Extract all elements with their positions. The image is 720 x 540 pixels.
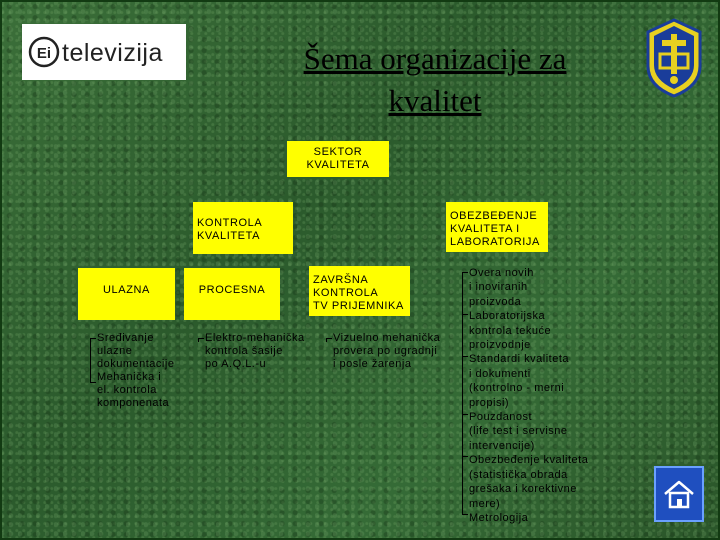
procesna-item: Elektro-mehanička xyxy=(205,332,305,344)
kontrola-line-2: KVALITETA xyxy=(197,230,261,242)
obezbedjenje-item: (kontrolno - merni xyxy=(469,382,565,395)
kontrola-kvaliteta-box xyxy=(193,202,293,254)
svg-text:Ei: Ei xyxy=(36,45,52,62)
obezbedjenje-tick xyxy=(462,314,468,315)
ulazna-box xyxy=(78,268,175,320)
obezbedjenje-item: Standardi kvaliteta xyxy=(469,353,569,366)
kontrola-line-1: KONTROLA xyxy=(197,217,263,229)
home-icon xyxy=(662,477,696,511)
zavrsna-tick xyxy=(326,338,332,339)
obezbedjenje-tick xyxy=(462,456,468,457)
procesna-tick xyxy=(198,338,204,339)
ulazna-bracket xyxy=(90,338,91,382)
zavrsna-kontrola-box xyxy=(309,266,410,316)
title-line-2: kvalitet xyxy=(388,83,482,118)
zavrsna-item: i posle žarenja xyxy=(333,358,412,370)
obezbedjenje-item: grešaka i korektivne xyxy=(469,483,577,496)
obezbedjenje-line-3: LABORATORIJA xyxy=(450,235,540,248)
obezbedjenje-tick xyxy=(462,272,468,273)
obezbedjenje-tick xyxy=(462,356,468,357)
zavrsna-item: Vizuelno mehanička xyxy=(333,332,441,344)
zavrsna-line-2: KONTROLA xyxy=(313,286,379,299)
obezbedjenje-item: (life test i servisne xyxy=(469,425,568,438)
title-line-1: Šema organizacije za xyxy=(303,41,567,76)
obezbedjenje-kvaliteta-box xyxy=(446,202,548,252)
sektor-kvaliteta-box xyxy=(287,141,389,177)
ei-logo-icon xyxy=(28,30,186,74)
obezbedjenje-line-2: KVALITETA I xyxy=(450,222,520,235)
obezbedjenje-item: (statistička obrada xyxy=(469,468,568,481)
zavrsna-items xyxy=(333,332,440,371)
obezbedjenje-item: i dokumenti xyxy=(469,367,531,380)
obezbedjenje-item: Overa novih xyxy=(469,267,534,279)
ulazna-label: ULAZNA xyxy=(103,284,150,296)
ulazna-item: komponenata xyxy=(97,397,170,409)
ulazna-item: ulazne xyxy=(97,345,133,357)
sektor-line-1: SEKTOR xyxy=(313,146,363,158)
obezbedjenje-bracket xyxy=(462,272,463,514)
obezbedjenje-item: Pouzdanost xyxy=(469,411,533,424)
obezbedjenje-tick xyxy=(462,514,468,515)
zavrsna-line-3: TV PRIJEMNIKA xyxy=(313,299,404,312)
obezbedjenje-item: i inoviranih xyxy=(469,281,528,294)
obezbedjenje-line-1: OBEZBEĐENJE xyxy=(450,209,538,222)
procesna-label: PROCESNA xyxy=(198,284,266,296)
procesna-item: kontrola šasije xyxy=(205,345,283,357)
zavrsna-item: provera po ugradnji xyxy=(333,345,438,357)
ulazna-items xyxy=(97,332,174,410)
slide-title xyxy=(240,38,630,122)
obezbedjenje-item: intervencije) xyxy=(469,439,535,452)
procesna-box xyxy=(184,268,280,320)
obezbedjenje-item: kontrola tekuće xyxy=(469,324,552,337)
home-button[interactable] xyxy=(654,466,704,522)
obezbedjenje-item: mere) xyxy=(469,497,501,510)
procesna-items xyxy=(205,332,305,371)
obezbedjenje-item: Laboratorijska xyxy=(469,310,546,323)
ulazna-item: Sređivanje xyxy=(97,332,154,344)
zavrsna-line-1: ZAVRŠNA xyxy=(313,273,369,286)
obezbedjenje-item: proizvodnje xyxy=(469,339,531,352)
obezbedjenje-items xyxy=(469,266,588,525)
obezbedjenje-item: propisi) xyxy=(469,396,510,409)
televizija-logo xyxy=(22,24,186,80)
obezbedjenje-tick xyxy=(462,414,468,415)
university-emblem-icon xyxy=(644,18,704,98)
ulazna-item: dokumentacije xyxy=(97,358,175,370)
ulazna-item: el. kontrola xyxy=(97,384,157,396)
obezbedjenje-item: Obezbeđenje kvaliteta xyxy=(469,454,589,467)
sektor-line-2: KVALITETA xyxy=(306,159,370,171)
ulazna-tick-1 xyxy=(90,338,96,339)
ulazna-tick-2 xyxy=(90,382,96,383)
procesna-item: po A.Q.L.-u xyxy=(205,358,267,370)
svg-text:televizija: televizija xyxy=(62,39,163,67)
ulazna-item: Mehanička i xyxy=(97,371,162,383)
obezbedjenje-item: Metrologija xyxy=(469,511,529,524)
obezbedjenje-item: proizvoda xyxy=(469,295,522,308)
